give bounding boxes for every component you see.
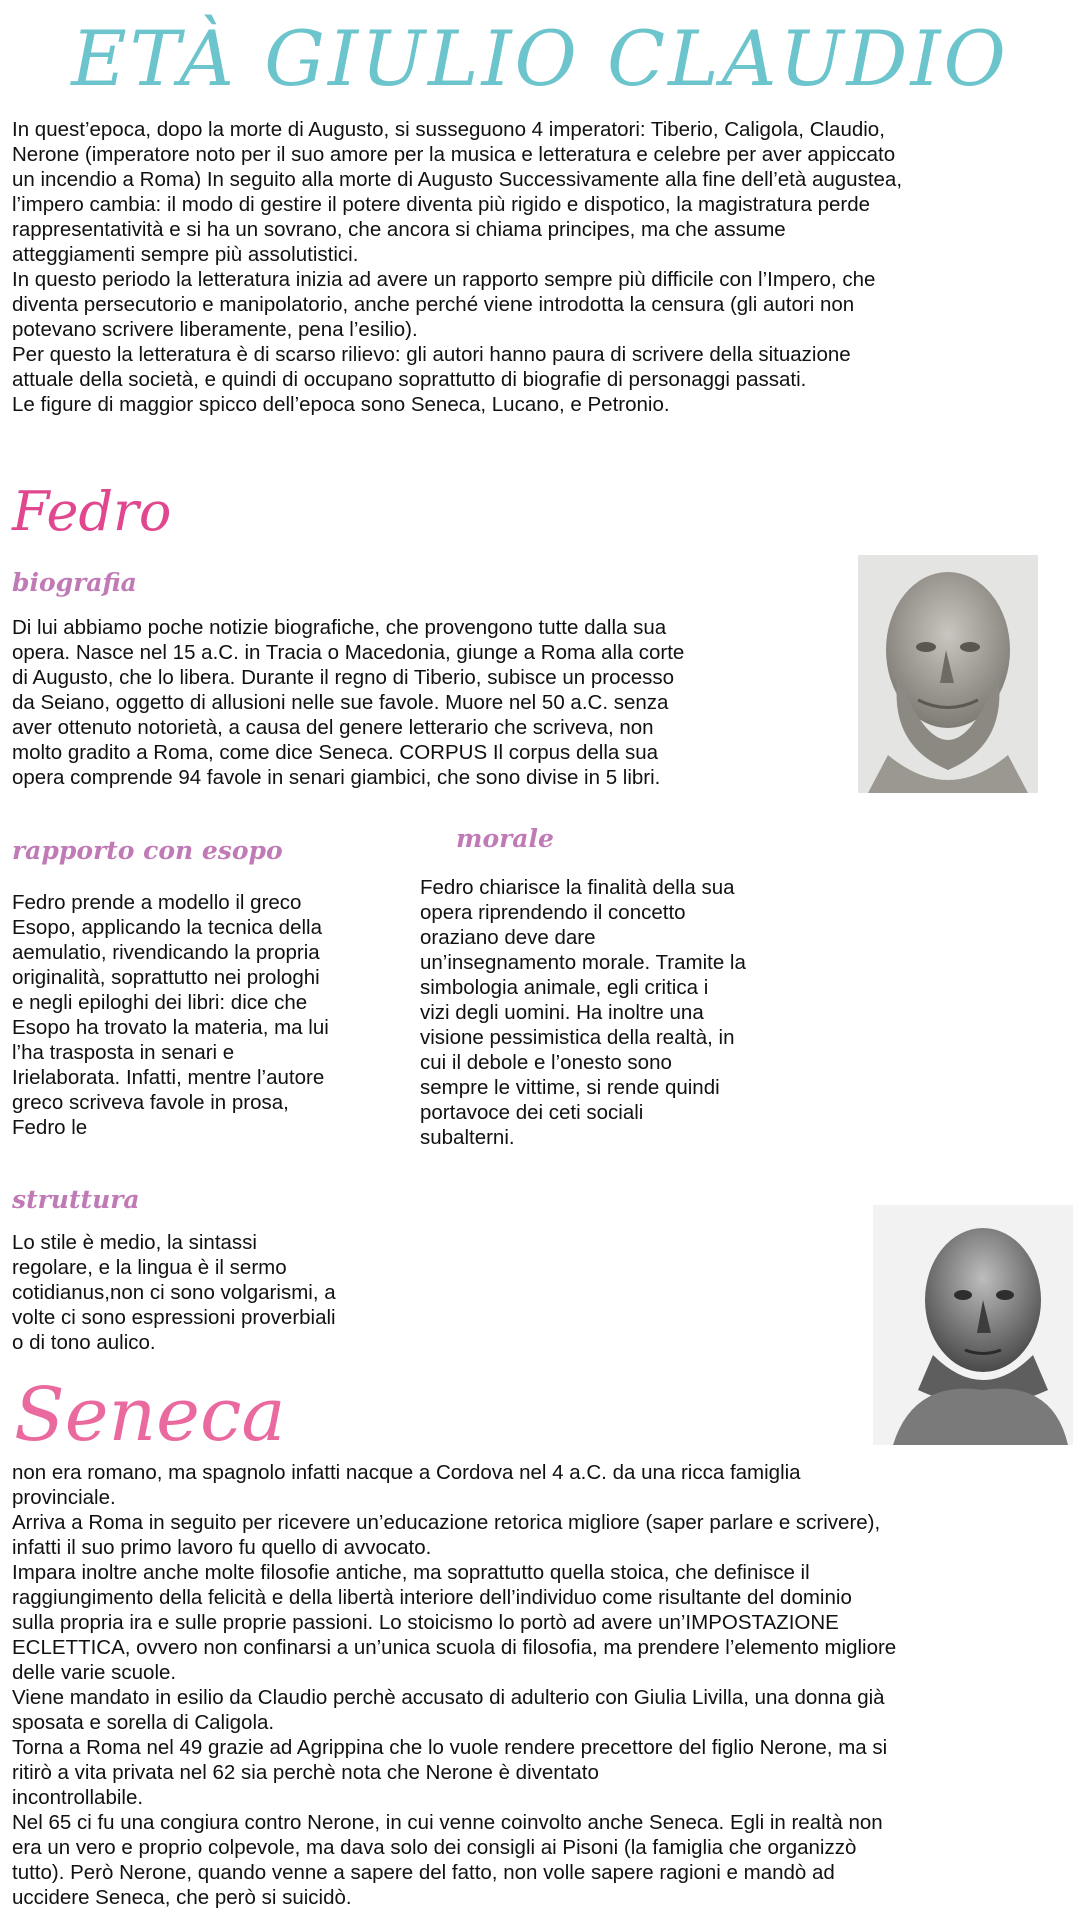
seneca-paragraph: non era romano, ma spagnolo infatti nacque a Cordova nel 4 a.C. da una ricca famiglia provinciale. Arriva a Roma in seguito per ricevere un’educazione retorica migliore (saper parlare e scrivere), infatti il suo primo lavoro fu quello di avvocato. Impara inoltre anche molte filosofie antiche, ma soprattutto quella stoica, che definisce il raggiungimento della felicità e della libertà interiore dell’individuo come risultante del dominio sulla propria ira e sulle proprie passioni. Lo stoicismo lo portò ad avere un’IMPOSTAZIONE ECLETTICA, ovvero non confinarsi a un’unica scuola di filosofia, ma prendere l’elemento migliore delle varie scuole. Viene mandato in esilio da Claudio perchè accusato di adulterio con Giulia Livilla, una donna già sposata e sorella di Caligola. Torna a Roma nel 49 grazie ad Agrippina che lo vuole rendere precettore del figlio Nerone, ma si ritirò a vita privata nel 62 sia perchè nota che Nerone è diventato incontrollabile. Nel 65 ci fu una congiura contro Nerone, in cui venne coinvolto anche Seneca. Egli in realtà non era un vero e proprio colpevole, ma dava solo dei consigli ai Pisoni (la famiglia che organizzò tutto). Però Nerone, quando venne a sapere del fatto, non volle sapere ragioni e mandò ad uccidere Seneca, che però si suicidò.: [12, 1461, 897, 1909]
rapporto-paragraph: Fedro prende a modello il greco Esopo, applicando la tecnica della aemulatio, rivendicando la propria originalità, soprattutto nei prologhi e negli epiloghi dei libri: dice che Esopo ha trovato la materia, ma lui l’ha trasposta in senari e Irielaborata. Infatti, mentre l’autore greco scriveva favole in prosa, Fedro le: [12, 891, 329, 1139]
struttura-heading: struttura: [12, 1185, 140, 1214]
seneca-bust-image: [873, 1205, 1073, 1445]
page-title: ETÀ GIULIO CLAUDIO: [71, 14, 1009, 103]
morale-heading: morale: [456, 824, 554, 853]
rapporto-heading: rapporto con esopo: [12, 836, 283, 865]
biografia-heading: biografia: [12, 568, 137, 597]
morale-paragraph: Fedro chiarisce la finalità della sua opera riprendendo il concetto oraziano deve dare un’insegnamento morale. Tramite la simbologia animale, egli critica i vizi degli uomini. Ha inoltre una visione pessimistica della realtà, in cui il debole e l’onesto sono sempre le vittime, si rende quindi portavoce dei ceti sociali subalterni.: [420, 876, 746, 1149]
intro-paragraph: In quest’epoca, dopo la morte di Augusto, si susseguono 4 imperatori: Tiberio, Caligola, Claudio, Nerone (imperatore noto per il suo amore per la musica e letteratura e celebre per aver appiccato un incendio a Roma) In seguito alla morte di Augusto Successivamente alla fine dell’età augustea, l’impero cambia: il modo di gestire il potere diventa più rigido e dispotico, la magistratura perde rappresentatività e si ha un sovrano, che ancora si chiama principes, ma che assume atteggiamenti sempre più assolutistici. In questo periodo la letteratura inizia ad avere un rapporto sempre più difficile con l’Impero, che diventa persecutorio e manipolatorio, anche perché viene introdotta la censura (gli autori non potevano scrivere liberamente, pena l’esilio). Per questo la letteratura è di scarso rilievo: gli autori hanno paura di scrivere della situazione attuale della società, e quindi di occupano soprattutto di biografie di personaggi passati. Le figure di maggior spicco dell’epoca sono Seneca, Lucano, e Petronio.: [12, 118, 903, 416]
biografia-paragraph: Di lui abbiamo poche notizie biografiche, che provengono tutte dalla sua opera. Nasce nel 15 a.C. in Tracia o Macedonia, giunge a Roma alla corte di Augusto, che lo libera. Durante il regno di Tiberio, subisce un processo da Seiano, oggetto di allusioni nelle sue favole. Muore nel 50 a.C. senza aver ottenuto notorietà, a causa del genere letterario che scriveva, non molto gradito a Roma, come dice Seneca. CORPUS Il corpus della sua opera comprende 94 favole in senari giambici, che sono divise in 5 libri.: [12, 616, 685, 789]
struttura-paragraph: Lo stile è medio, la sintassi regolare, e la lingua è il sermo cotidianus,non ci sono volgarismi, a volte ci sono espressioni proverbiali o di tono aulico.: [12, 1231, 336, 1354]
fedro-bust-image: [858, 555, 1038, 793]
fedro-title: Fedro: [12, 480, 172, 543]
seneca-title: Seneca: [14, 1372, 286, 1458]
